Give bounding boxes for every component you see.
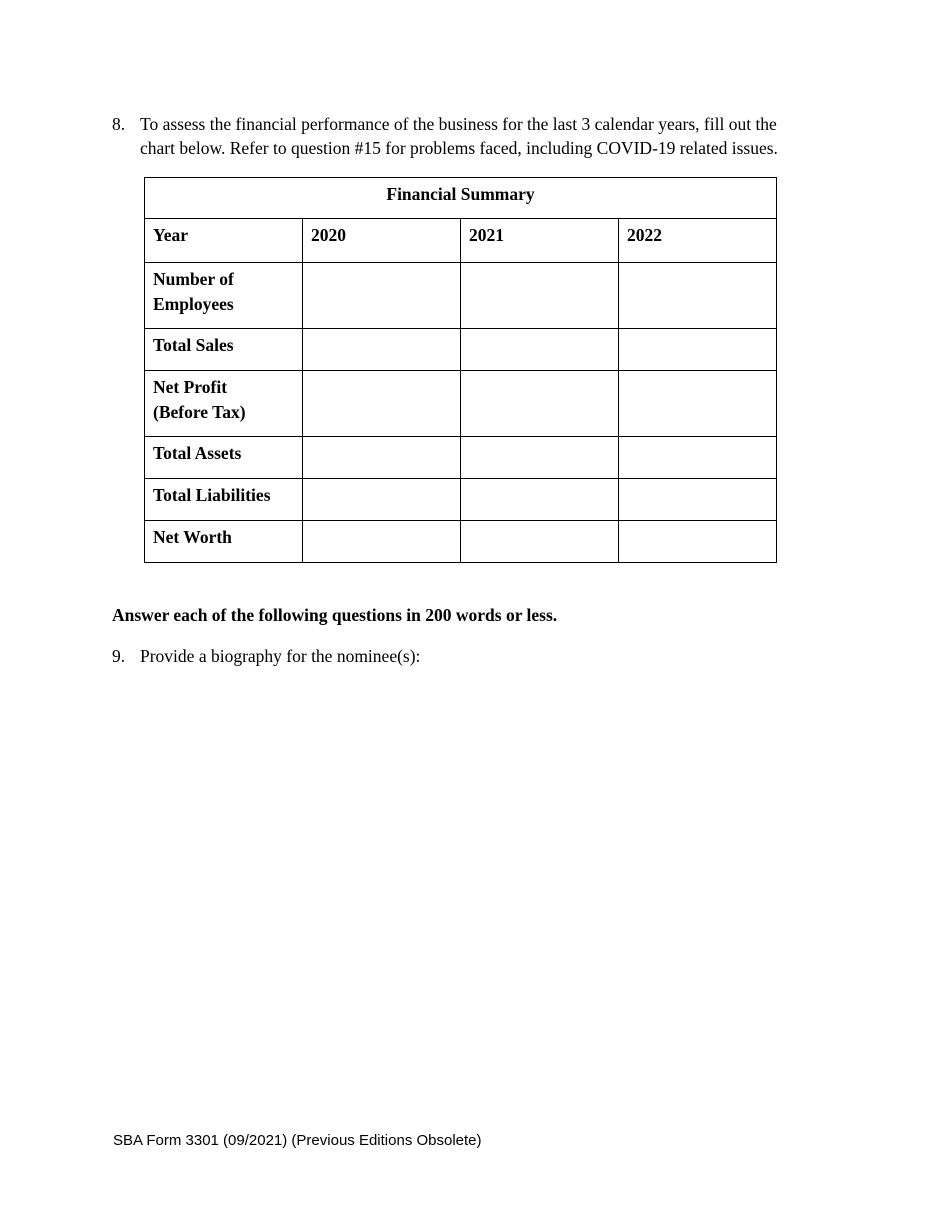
total-assets-2022-cell[interactable] — [619, 437, 777, 479]
question-8-number: 8. — [112, 114, 126, 134]
question-8-line-2: chart below. Refer to question #15 for problems faced, including COVID-19 related issues. — [140, 138, 778, 158]
total-assets-2020-cell[interactable] — [303, 437, 461, 479]
financial-summary-table — [144, 177, 777, 563]
net-profit-2022-cell[interactable] — [619, 371, 777, 437]
total-sales-2020-cell[interactable] — [303, 329, 461, 371]
total-liabilities-2020-cell[interactable] — [303, 479, 461, 521]
table-header-row — [145, 219, 777, 263]
question-9-number: 9. — [112, 646, 126, 666]
question-8-text — [140, 112, 832, 160]
net-profit-2020-cell[interactable] — [303, 371, 461, 437]
total-assets-2021-cell[interactable] — [461, 437, 619, 479]
total-liabilities-2021-cell[interactable] — [461, 479, 619, 521]
answer-instruction: Answer each of the following questions in 200 words or less. — [112, 605, 558, 625]
table-row-number-of-employees — [145, 263, 777, 329]
total-sales-2021-cell[interactable] — [461, 329, 619, 371]
year-2021-header: 2021 — [461, 219, 619, 263]
question-8-line-1: To assess the financial performance of the business for the last 3 calendar years, fill out the — [140, 114, 777, 134]
total-liabilities-2022-cell[interactable] — [619, 479, 777, 521]
question-9-text: Provide a biography for the nominee(s): — [140, 646, 421, 666]
row-label: Number of Employees — [145, 263, 303, 329]
table-row-total-assets — [145, 437, 777, 479]
question-8 — [112, 112, 832, 160]
table-row-net-worth — [145, 521, 777, 563]
net-profit-2021-cell[interactable] — [461, 371, 619, 437]
table-row-total-liabilities — [145, 479, 777, 521]
year-2020-header: 2020 — [303, 219, 461, 263]
net-worth-2020-cell[interactable] — [303, 521, 461, 563]
row-label: Net Worth — [145, 521, 303, 563]
table-row-net-profit — [145, 371, 777, 437]
table-row-total-sales — [145, 329, 777, 371]
row-label: Net Profit (Before Tax) — [145, 371, 303, 437]
employees-2020-cell[interactable] — [303, 263, 461, 329]
total-sales-2022-cell[interactable] — [619, 329, 777, 371]
row-label: Total Liabilities — [145, 479, 303, 521]
table-caption: Financial Summary — [145, 178, 777, 219]
question-9 — [112, 644, 420, 668]
net-worth-2022-cell[interactable] — [619, 521, 777, 563]
employees-2022-cell[interactable] — [619, 263, 777, 329]
row-label: Total Assets — [145, 437, 303, 479]
net-worth-2021-cell[interactable] — [461, 521, 619, 563]
employees-2021-cell[interactable] — [461, 263, 619, 329]
form-footer: SBA Form 3301 (09/2021) (Previous Editions Obsolete) — [113, 1132, 482, 1149]
year-header: Year — [145, 219, 303, 263]
table-caption-row — [145, 178, 777, 219]
row-label: Total Sales — [145, 329, 303, 371]
year-2022-header: 2022 — [619, 219, 777, 263]
